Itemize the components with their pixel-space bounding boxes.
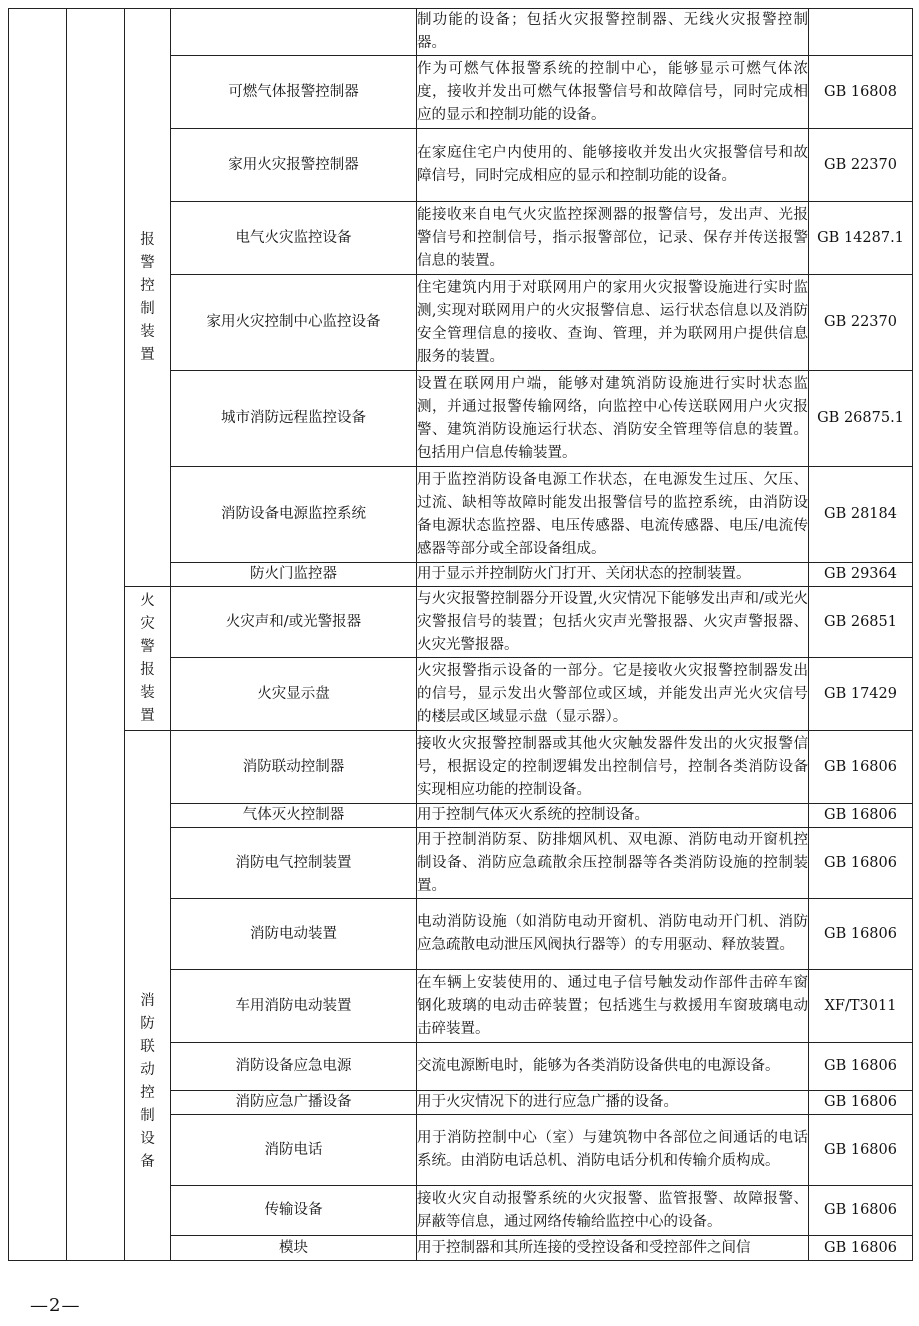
category-label: 报警控制装置 bbox=[140, 231, 155, 363]
description-cell: 制功能的设备；包括火灾报警控制器、无线火灾报警控制器。 bbox=[417, 9, 809, 56]
description-cell: 作为可燃气体报警系统的控制中心，能够显示可燃气体浓度，接收并发出可燃气体报警信号和故障信号，同时完成相应的显示和控制功能的设备。 bbox=[417, 56, 809, 129]
description-cell: 与火灾报警控制器分开设置,火灾情况下能够发出声和/或光火灾警报信号的装置；包括火灾声光警报器、火灾声警报器、火灾光警报器。 bbox=[417, 587, 809, 658]
standard-code-cell: GB 22370 bbox=[809, 275, 913, 371]
page-number: —2— bbox=[30, 1295, 81, 1316]
description-cell: 设置在联网用户端，能够对建筑消防设施进行实时状态监测，并通过报警传输网络，向监控中心传送联网用户火灾报警、建筑消防设施运行状态、消防安全管理等信息的装置。包括用户信息传输装置。 bbox=[417, 371, 809, 467]
description-cell: 用于火灾情况下的进行应急广播的设备。 bbox=[417, 1091, 809, 1115]
standard-code-cell: GB 16806 bbox=[809, 1236, 913, 1261]
product-name-cell bbox=[171, 9, 417, 56]
product-name-cell: 消防设备应急电源 bbox=[171, 1043, 417, 1091]
standard-code-cell: GB 16806 bbox=[809, 1091, 913, 1115]
category-label: 消防联动控制设备 bbox=[140, 992, 155, 1170]
product-name-cell: 车用消防电动装置 bbox=[171, 970, 417, 1043]
product-name-cell: 消防电话 bbox=[171, 1115, 417, 1186]
standard-code-cell: GB 26851 bbox=[809, 587, 913, 658]
description-cell: 接收火灾报警控制器或其他火灾触发器件发出的火灾报警信号，根据设定的控制逻辑发出控制信号，控制各类消防设备实现相应功能的控制设备。 bbox=[417, 731, 809, 804]
standard-code-cell: GB 28184 bbox=[809, 467, 913, 563]
standard-code-cell bbox=[809, 9, 913, 56]
description-cell: 火灾报警指示设备的一部分。它是接收火灾报警控制器发出的信号，显示发出火警部位或区域，并能发出声光火灾信号的楼层或区域显示盘（显示器）。 bbox=[417, 658, 809, 731]
product-name-cell: 家用火灾控制中心监控设备 bbox=[171, 275, 417, 371]
product-name-cell: 模块 bbox=[171, 1236, 417, 1261]
product-name-cell: 电气火灾监控设备 bbox=[171, 202, 417, 275]
description-cell: 在车辆上安装使用的、通过电子信号触发动作部件击碎车窗钢化玻璃的电动击碎装置；包括逃生与救援用车窗玻璃电动击碎装置。 bbox=[417, 970, 809, 1043]
description-cell: 住宅建筑内用于对联网用户的家用火灾报警设施进行实时监测,实现对联网用户的火灾报警信息、运行状态信息以及消防安全管理信息的接收、查询、管理，并为联网用户提供信息服务的装置。 bbox=[417, 275, 809, 371]
product-name-cell: 火灾声和/或光警报器 bbox=[171, 587, 417, 658]
description-cell: 用于控制消防泵、防排烟风机、双电源、消防电动开窗机控制设备、消防应急疏散余压控制器等各类消防设施的控制装置。 bbox=[417, 828, 809, 899]
table-row bbox=[9, 587, 913, 658]
standard-code-cell: GB 16806 bbox=[809, 731, 913, 804]
standard-code-cell: GB 16806 bbox=[809, 828, 913, 899]
blank-column-cell bbox=[9, 9, 67, 1261]
description-cell: 用于控制器和其所连接的受控设备和受控部件之间信 bbox=[417, 1236, 809, 1261]
table-row bbox=[9, 731, 913, 804]
category-cell bbox=[125, 9, 171, 587]
description-cell: 用于消防控制中心（室）与建筑物中各部位之间通话的电话系统。由消防电话总机、消防电话分机和传输介质构成。 bbox=[417, 1115, 809, 1186]
standard-code-cell: XF/T3011 bbox=[809, 970, 913, 1043]
standard-code-cell: GB 16806 bbox=[809, 1115, 913, 1186]
standard-code-cell: GB 17429 bbox=[809, 658, 913, 731]
standard-code-cell: GB 16806 bbox=[809, 899, 913, 970]
description-cell: 用于控制气体灭火系统的控制设备。 bbox=[417, 804, 809, 828]
standard-code-cell: GB 22370 bbox=[809, 129, 913, 202]
product-name-cell: 消防应急广播设备 bbox=[171, 1091, 417, 1115]
product-standards-table bbox=[8, 8, 913, 1261]
description-cell: 用于监控消防设备电源工作状态，在电源发生过压、欠压、过流、缺相等故障时能发出报警信号的监控系统，由消防设备电源状态监控器、电压传感器、电流传感器、电压/电流传感器等部分或全部设备组成。 bbox=[417, 467, 809, 563]
category-label: 火灾警报装置 bbox=[140, 592, 155, 724]
standard-code-cell: GB 14287.1 bbox=[809, 202, 913, 275]
product-name-cell: 家用火灾报警控制器 bbox=[171, 129, 417, 202]
standard-code-cell: GB 16806 bbox=[809, 1186, 913, 1236]
description-cell: 电动消防设施（如消防电动开窗机、消防电动开门机、消防应急疏散电动泄压风阀执行器等）的专用驱动、释放装置。 bbox=[417, 899, 809, 970]
table-row bbox=[9, 9, 913, 56]
product-name-cell: 消防电气控制装置 bbox=[171, 828, 417, 899]
description-cell: 用于显示并控制防火门打开、关闭状态的控制装置。 bbox=[417, 563, 809, 587]
product-name-cell: 气体灭火控制器 bbox=[171, 804, 417, 828]
standard-code-cell: GB 29364 bbox=[809, 563, 913, 587]
product-name-cell: 可燃气体报警控制器 bbox=[171, 56, 417, 129]
category-cell bbox=[125, 587, 171, 731]
product-name-cell: 消防联动控制器 bbox=[171, 731, 417, 804]
product-name-cell: 防火门监控器 bbox=[171, 563, 417, 587]
description-cell: 接收火灾自动报警系统的火灾报警、监管报警、故障报警、屏蔽等信息，通过网络传输给监控中心的设备。 bbox=[417, 1186, 809, 1236]
description-cell: 交流电源断电时，能够为各类消防设备供电的电源设备。 bbox=[417, 1043, 809, 1091]
description-cell: 能接收来自电气火灾监控探测器的报警信号，发出声、光报警信号和控制信号，指示报警部位，记录、保存并传送报警信息的装置。 bbox=[417, 202, 809, 275]
standard-code-cell: GB 26875.1 bbox=[809, 371, 913, 467]
standard-code-cell: GB 16808 bbox=[809, 56, 913, 129]
standard-code-cell: GB 16806 bbox=[809, 1043, 913, 1091]
product-name-cell: 消防设备电源监控系统 bbox=[171, 467, 417, 563]
description-cell: 在家庭住宅户内使用的、能够接收并发出火灾报警信号和故障信号，同时完成相应的显示和控制功能的设备。 bbox=[417, 129, 809, 202]
product-name-cell: 火灾显示盘 bbox=[171, 658, 417, 731]
category-cell bbox=[125, 731, 171, 1261]
standard-code-cell: GB 16806 bbox=[809, 804, 913, 828]
blank-column-cell bbox=[67, 9, 125, 1261]
product-name-cell: 消防电动装置 bbox=[171, 899, 417, 970]
product-name-cell: 传输设备 bbox=[171, 1186, 417, 1236]
product-name-cell: 城市消防远程监控设备 bbox=[171, 371, 417, 467]
